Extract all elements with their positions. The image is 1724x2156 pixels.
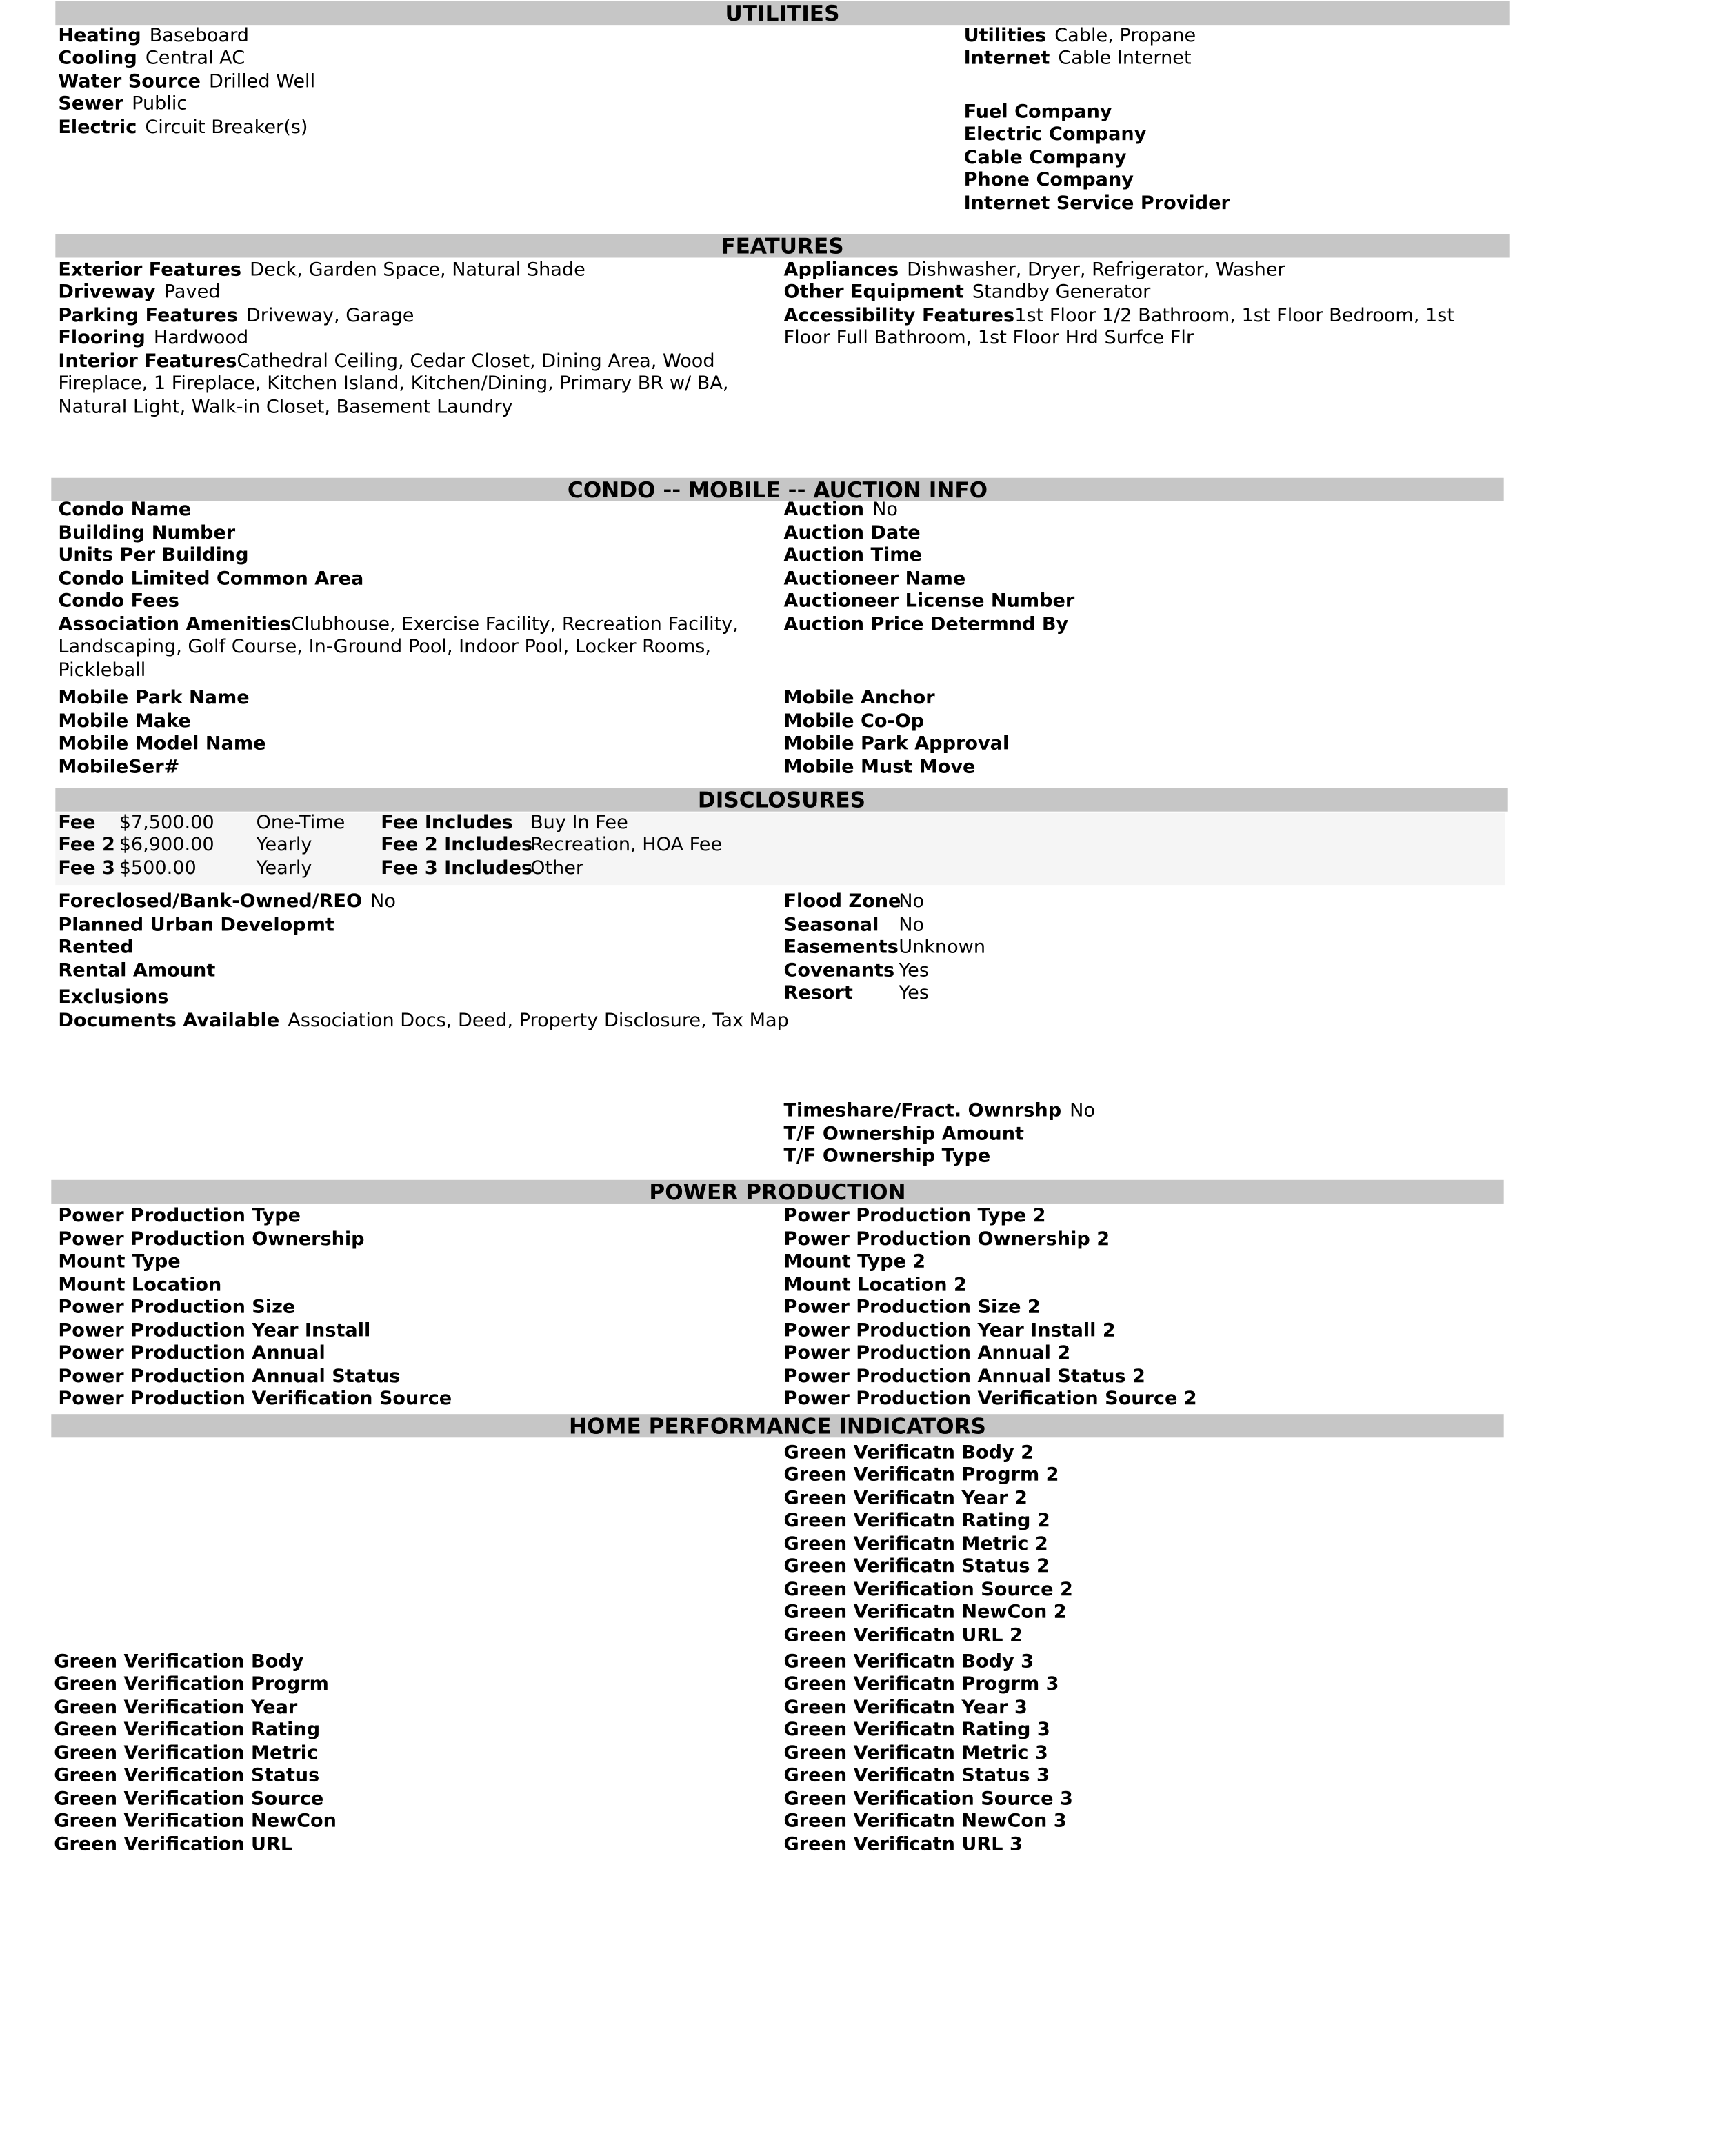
fee-includes-value: Buy In Fee <box>530 811 628 834</box>
fee-2-includes-label: Fee 2 Includes <box>381 833 533 856</box>
mount-type-label: Mount Type <box>58 1250 181 1273</box>
fee-3-label: Fee 3 <box>58 857 115 880</box>
green-source-label: Green Verification Source <box>54 1788 324 1810</box>
green-year-label: Green Verification Year <box>54 1696 298 1719</box>
fee-3-frequency: Yearly <box>256 857 312 880</box>
accessibility-features-field: Accessibility Features1st Floor 1/2 Bathroom, 1st Floor Bedroom, 1st Floor Full Bathroom, 1st Floor Hrd Surfce Flr <box>783 304 1455 350</box>
appliances-field: Appliances Dishwasher, Dryer, Refrigerator, Washer <box>783 259 1285 281</box>
covenants-field: Covenants <box>783 959 895 982</box>
green-newcon-2-label: Green Verificatn NewCon 2 <box>783 1601 1067 1624</box>
condo-common-area-label: Condo Limited Common Area <box>58 568 364 590</box>
green-body-2-label: Green Verificatn Body 2 <box>783 1441 1034 1464</box>
timeshare-field: Timeshare/Fract. Ownrshp No <box>783 1099 1096 1122</box>
covenants-value: Yes <box>899 959 929 982</box>
fee-amount: $7,500.00 <box>119 811 214 834</box>
green-source-2-label: Green Verification Source 2 <box>783 1579 1073 1601</box>
sewer-field: Sewer Public <box>58 92 188 115</box>
green-metric-3-label: Green Verificatn Metric 3 <box>783 1742 1048 1765</box>
flood-zone-field: Flood Zone <box>783 890 901 913</box>
fee-3-amount: $500.00 <box>119 857 197 880</box>
green-body-3-label: Green Verificatn Body 3 <box>783 1650 1034 1673</box>
mount-type-2-label: Mount Type 2 <box>783 1250 926 1273</box>
power-production-annual-label: Power Production Annual <box>58 1341 325 1364</box>
cable-company-label: Cable Company <box>963 146 1127 169</box>
power-production-year-2-label: Power Production Year Install 2 <box>783 1319 1116 1342</box>
power-production-annual-status-label: Power Production Annual Status <box>58 1365 401 1388</box>
mount-location-label: Mount Location <box>58 1274 222 1297</box>
fee-2-frequency: Yearly <box>256 833 312 856</box>
driveway-field: Driveway Paved <box>58 281 221 303</box>
mobile-must-move-label: Mobile Must Move <box>783 756 976 779</box>
green-status-2-label: Green Verificatn Status 2 <box>783 1555 1050 1578</box>
internet-provider-label: Internet Service Provider <box>963 192 1230 215</box>
green-metric-label: Green Verification Metric <box>54 1742 319 1765</box>
easements-value: Unknown <box>899 936 986 959</box>
auction-field: Auction No <box>783 498 898 521</box>
green-url-2-label: Green Verificatn URL 2 <box>783 1624 1023 1647</box>
heating-field: Heating Baseboard <box>58 25 250 48</box>
power-production-annual-status-2-label: Power Production Annual Status 2 <box>783 1365 1145 1388</box>
power-production-type-2-label: Power Production Type 2 <box>783 1204 1046 1228</box>
interior-features-field: Interior FeaturesCathedral Ceiling, Cedar Closet, Dining Area, Wood Fireplace, 1 Fireplace, Kitchen Island, Kitchen/Dining, Primary BR w/ BA, Natural Light, Walk-in Closet, Basement Laundry <box>58 350 729 419</box>
green-newcon-label: Green Verification NewCon <box>54 1810 337 1833</box>
green-newcon-3-label: Green Verificatn NewCon 3 <box>783 1810 1067 1833</box>
mount-location-2-label: Mount Location 2 <box>783 1274 967 1297</box>
green-year-2-label: Green Verificatn Year 2 <box>783 1487 1028 1510</box>
resort-value: Yes <box>899 981 929 1004</box>
building-number-label: Building Number <box>58 522 236 545</box>
green-progrm-2-label: Green Verificatn Progrm 2 <box>783 1464 1059 1486</box>
green-url-3-label: Green Verificatn URL 3 <box>783 1833 1023 1856</box>
flooring-field: Flooring Hardwood <box>58 326 249 350</box>
mobile-park-name-label: Mobile Park Name <box>58 686 250 710</box>
green-source-3-label: Green Verification Source 3 <box>783 1788 1073 1810</box>
mobile-make-label: Mobile Make <box>58 710 191 733</box>
seasonal-value: No <box>899 914 925 937</box>
power-production-ownership-2-label: Power Production Ownership 2 <box>783 1228 1110 1251</box>
auction-time-label: Auction Time <box>783 544 922 567</box>
green-year-3-label: Green Verificatn Year 3 <box>783 1696 1028 1719</box>
green-progrm-3-label: Green Verificatn Progrm 3 <box>783 1673 1059 1695</box>
power-production-ownership-label: Power Production Ownership <box>58 1228 365 1251</box>
green-rating-3-label: Green Verificatn Rating 3 <box>783 1718 1050 1741</box>
auctioneer-name-label: Auctioneer Name <box>783 568 966 590</box>
exterior-features-field: Exterior Features Deck, Garden Space, Natural Shade <box>58 259 585 281</box>
planned-urban-label: Planned Urban Developmt <box>58 914 334 937</box>
phone-company-label: Phone Company <box>963 168 1134 192</box>
parking-features-field: Parking Features Driveway, Garage <box>58 304 414 327</box>
green-rating-2-label: Green Verificatn Rating 2 <box>783 1509 1050 1532</box>
fuel-company-label: Fuel Company <box>963 101 1112 123</box>
electric-company-label: Electric Company <box>963 123 1147 146</box>
internet-field: Internet Cable Internet <box>963 47 1192 70</box>
green-status-3-label: Green Verificatn Status 3 <box>783 1764 1050 1787</box>
rental-amount-label: Rental Amount <box>58 959 216 982</box>
power-production-size-2-label: Power Production Size 2 <box>783 1296 1041 1319</box>
mobile-park-approval-label: Mobile Park Approval <box>783 732 1010 755</box>
auctioneer-license-label: Auctioneer License Number <box>783 590 1075 612</box>
water-source-field: Water Source Drilled Well <box>58 70 316 93</box>
fee-2-amount: $6,900.00 <box>119 833 214 856</box>
power-production-verification-2-label: Power Production Verification Source 2 <box>783 1388 1197 1410</box>
mobile-ser-label: MobileSer# <box>58 756 180 779</box>
green-body-label: Green Verification Body <box>54 1650 304 1673</box>
rented-label: Rented <box>58 936 134 959</box>
fee-frequency: One-Time <box>256 811 345 834</box>
green-status-label: Green Verification Status <box>54 1764 320 1787</box>
fee-3-includes-label: Fee 3 Includes <box>381 857 533 880</box>
mobile-anchor-label: Mobile Anchor <box>783 686 935 710</box>
other-equipment-field: Other Equipment Standby Generator <box>783 281 1151 303</box>
home-performance-header: HOME PERFORMANCE INDICATORS <box>51 1414 1503 1437</box>
fee-label: Fee <box>58 811 96 834</box>
disclosures-header: DISCLOSURES <box>55 788 1507 812</box>
power-production-size-label: Power Production Size <box>58 1296 296 1319</box>
cooling-field: Cooling Central AC <box>58 47 245 70</box>
flood-zone-value: No <box>899 890 925 913</box>
fee-2-label: Fee 2 <box>58 833 115 856</box>
auction-date-label: Auction Date <box>783 522 921 545</box>
tf-ownership-amount-label: T/F Ownership Amount <box>783 1123 1025 1146</box>
electric-field: Electric Circuit Breaker(s) <box>58 116 308 139</box>
condo-name-label: Condo Name <box>58 498 192 521</box>
power-production-year-label: Power Production Year Install <box>58 1319 371 1342</box>
documents-available-field: Documents Available Association Docs, Deed, Property Disclosure, Tax Map <box>58 1009 789 1032</box>
tf-ownership-type-label: T/F Ownership Type <box>783 1145 991 1168</box>
fee-2-includes-value: Recreation, HOA Fee <box>530 833 723 856</box>
fees-table <box>55 813 1505 885</box>
mobile-coop-label: Mobile Co-Op <box>783 710 925 733</box>
fee-3-includes-value: Other <box>530 857 584 880</box>
exclusions-label: Exclusions <box>58 986 169 1008</box>
power-production-verification-label: Power Production Verification Source <box>58 1388 452 1410</box>
units-per-building-label: Units Per Building <box>58 544 249 567</box>
fee-includes-label: Fee Includes <box>381 811 513 834</box>
utilities-field: Utilities Cable, Propane <box>963 25 1196 48</box>
green-rating-label: Green Verification Rating <box>54 1718 321 1741</box>
green-metric-2-label: Green Verificatn Metric 2 <box>783 1533 1048 1555</box>
condo-header: CONDO -- MOBILE -- AUCTION INFO <box>51 478 1503 501</box>
association-amenities-field: Association AmenitiesClubhouse, Exercise Facility, Recreation Facility, Landscaping, Golf Course, In-Ground Pool, Indoor Pool, Locker Rooms, Pickleball <box>58 613 739 681</box>
resort-field: Resort <box>783 981 853 1004</box>
foreclosed-field: Foreclosed/Bank-Owned/REO No <box>58 890 396 913</box>
mobile-model-label: Mobile Model Name <box>58 732 266 755</box>
easements-field: Easements <box>783 936 899 959</box>
features-header: FEATURES <box>55 234 1509 257</box>
seasonal-field: Seasonal <box>783 914 879 937</box>
condo-fees-label: Condo Fees <box>58 590 179 612</box>
green-progrm-label: Green Verification Progrm <box>54 1673 329 1695</box>
power-production-type-label: Power Production Type <box>58 1204 301 1228</box>
utilities-header: UTILITIES <box>55 1 1509 25</box>
green-url-label: Green Verification URL <box>54 1833 293 1856</box>
auction-price-label: Auction Price Determnd By <box>783 613 1069 636</box>
power-production-header: POWER PRODUCTION <box>51 1180 1503 1204</box>
power-production-annual-2-label: Power Production Annual 2 <box>783 1341 1071 1364</box>
